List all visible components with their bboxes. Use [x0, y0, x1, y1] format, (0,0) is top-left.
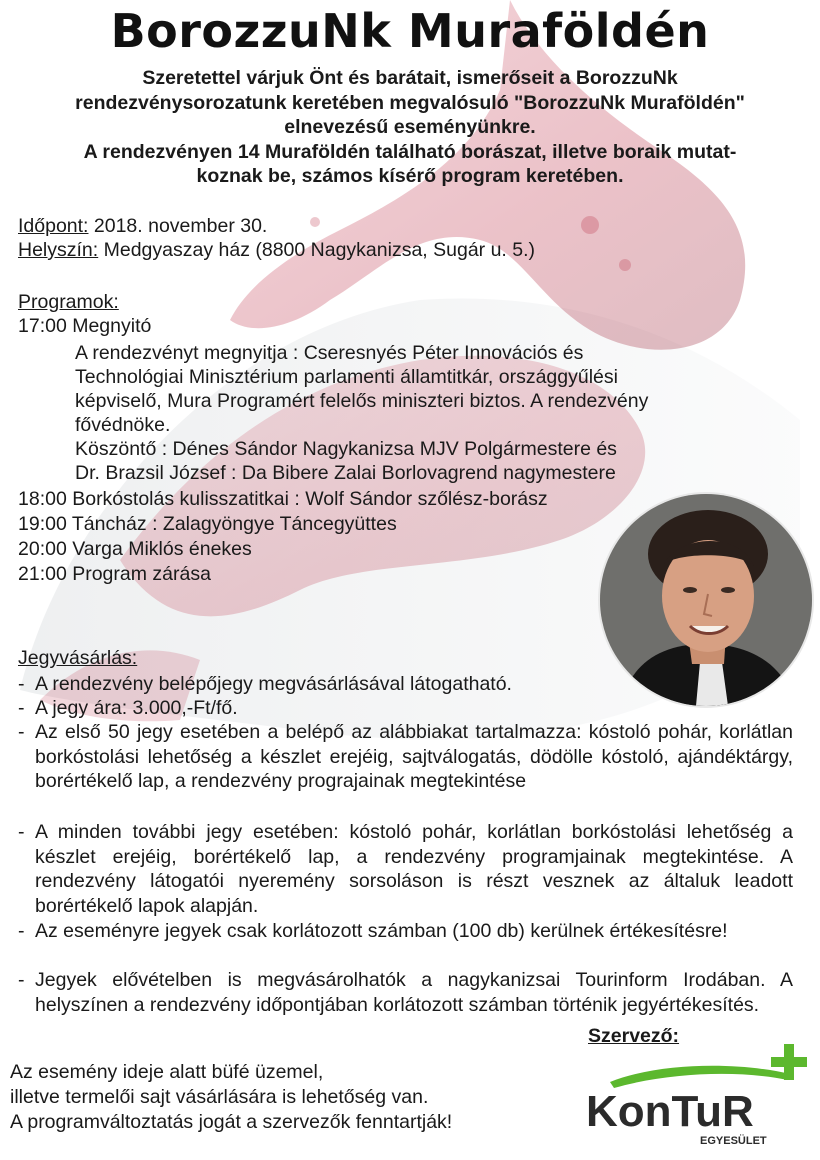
- organizer-label: Szervező:: [588, 1025, 680, 1047]
- intro-line: elnevezésű eseményünkre.: [284, 116, 536, 138]
- event-venue-value: Medgyaszay ház (8800 Nagykanizsa, Sugár u. 5.): [98, 239, 536, 261]
- ticket-item: - Az első 50 jegy esetében a belépő az alábbiakat tartalmazza: kóstoló pohár, korlátlan borkóstolási lehetőség a készlet erejéig, sajtválogatás, dödölle kóstoló, ajándéktárgy, borértékelő lap, a rendezvény prograjainak megtekintése: [18, 721, 793, 792]
- footer-line: illetve termelői sajt vásárlására is lehetőség van.: [10, 1086, 429, 1108]
- ticket-item-text: Az eseményre jegyek csak korlátozott számban (100 db) kerülnek értékesítésre!: [35, 920, 728, 942]
- footer-line: Az esemény ideje alatt büfé üzemel,: [10, 1061, 324, 1083]
- program-detail-line: Technológiai Minisztérium parlamenti államtitkár, országgyűlési: [75, 366, 618, 388]
- kontur-logo: [580, 1040, 812, 1152]
- program-detail-line: képviselő, Mura Programért felelős miniszteri biztos. A rendezvény: [75, 390, 649, 412]
- page-title: BorozzuNk Muraföldén: [110, 4, 710, 58]
- ticket-item-text: Jegyek elővételben is megvásárolhatók a nagykanizsai Tourinform Irodában. A helyszínen a rendezvény időpontjában korlátozott számban történik jegyértékesítés.: [35, 969, 793, 1016]
- programs-heading: Programok:: [18, 291, 119, 313]
- tickets-heading: Jegyvásárlás:: [18, 647, 138, 669]
- intro-line: rendezvénysorozatunk keretében megvalósuló "BorozzuNk Muraföldén": [75, 91, 745, 114]
- footer-line: A programváltoztatás jogát a szervezők fenntartják!: [10, 1111, 453, 1133]
- program-detail-line: fővédnöke.: [75, 414, 171, 436]
- ticket-item: - Jegyek elővételben is megvásárolhatók a nagykanizsai Tourinform Irodában. A helyszínen a rendezvény időpontjában korlátozott számban történik jegyértékesítés.: [18, 969, 793, 1016]
- kontur-logo-text: KonTuR: [586, 1087, 754, 1136]
- program-detail-line: A rendezvényt megnyitja : Cseresnyés Péter Innovációs és: [75, 342, 584, 364]
- ticket-item: - A rendezvény belépőjegy megvásárlásával látogatható.: [18, 672, 793, 697]
- event-venue-label: Helyszín:: [18, 239, 99, 261]
- intro-line: koznak be, számos kísérő program keretében.: [196, 165, 624, 187]
- program-detail-line: Köszöntő : Dénes Sándor Nagykanizsa MJV Polgármestere és: [75, 438, 617, 460]
- event-date: [18, 214, 267, 238]
- program-detail-line: Dr. Brazsil József : Da Bibere Zalai Borlovagrend nagymestere: [75, 462, 616, 484]
- event-date-label: Időpont:: [18, 215, 89, 237]
- ticket-item: - A minden további jegy esetében: kóstoló pohár, korlátlan borkóstolási lehetőség a készlet erejéig, borértékelő lap, a rendezvény programjainak megtekintése. A rendezvény látogatói nyeremény sorsoláson is részt vesznek az általuk leadott borértékelő lapok alapján.: [18, 821, 793, 917]
- intro-line: A rendezvényen 14 Muraföldén található borászat, illetve boraik mutat-: [83, 140, 737, 163]
- ticket-item: - A jegy ára: 3.000,-Ft/fő.: [18, 696, 793, 721]
- intro-paragraph: [20, 66, 800, 189]
- ticket-item-text: Az első 50 jegy esetében a belépő az alábbiakat tartalmazza: kóstoló pohár, korlátlan borkóstolási lehetőség a készlet erejéig, sajtválogatás, dödölle kóstoló, ajándéktárgy, borértékelő lap, a rendezvény prograjainak megtekintése: [35, 721, 793, 792]
- event-venue: [18, 238, 535, 262]
- performer-photo: [600, 494, 812, 706]
- event-date-value: 2018. november 30.: [88, 215, 268, 237]
- ticket-item: - Az eseményre jegyek csak korlátozott számban (100 db) kerülnek értékesítésre!: [18, 919, 793, 944]
- intro-line: Szeretettel várjuk Önt és barátait, ismerőseit a BorozzuNk: [142, 67, 678, 89]
- ticket-item-text: A minden további jegy esetében: kóstoló pohár, korlátlan borkóstolási lehetőség a készlet erejéig, borértékelő lap, a rendezvény programjainak megtekintése. A rendezvény látogatói nyeremény sorsoláson is részt vesznek az általuk leadott borértékelő lapok alapján.: [35, 821, 793, 917]
- program-item: 20:00 Varga Miklós énekes: [18, 538, 252, 560]
- kontur-logo-subtext: EGYESÜLET: [700, 1135, 767, 1147]
- ticket-item-text: A rendezvény belépőjegy megvásárlásával látogatható.: [35, 673, 512, 695]
- program-item: 19:00 Táncház : Zalagyöngye Táncegyüttes: [18, 513, 397, 535]
- program-item: 18:00 Borkóstolás kulisszatitkai : Wolf Sándor szőlész-borász: [18, 488, 548, 510]
- program-item-opening: 17:00 Megnyitó: [18, 315, 152, 337]
- ticket-item-text: A jegy ára: 3.000,-Ft/fő.: [35, 697, 238, 719]
- program-item: 21:00 Program zárása: [18, 563, 211, 585]
